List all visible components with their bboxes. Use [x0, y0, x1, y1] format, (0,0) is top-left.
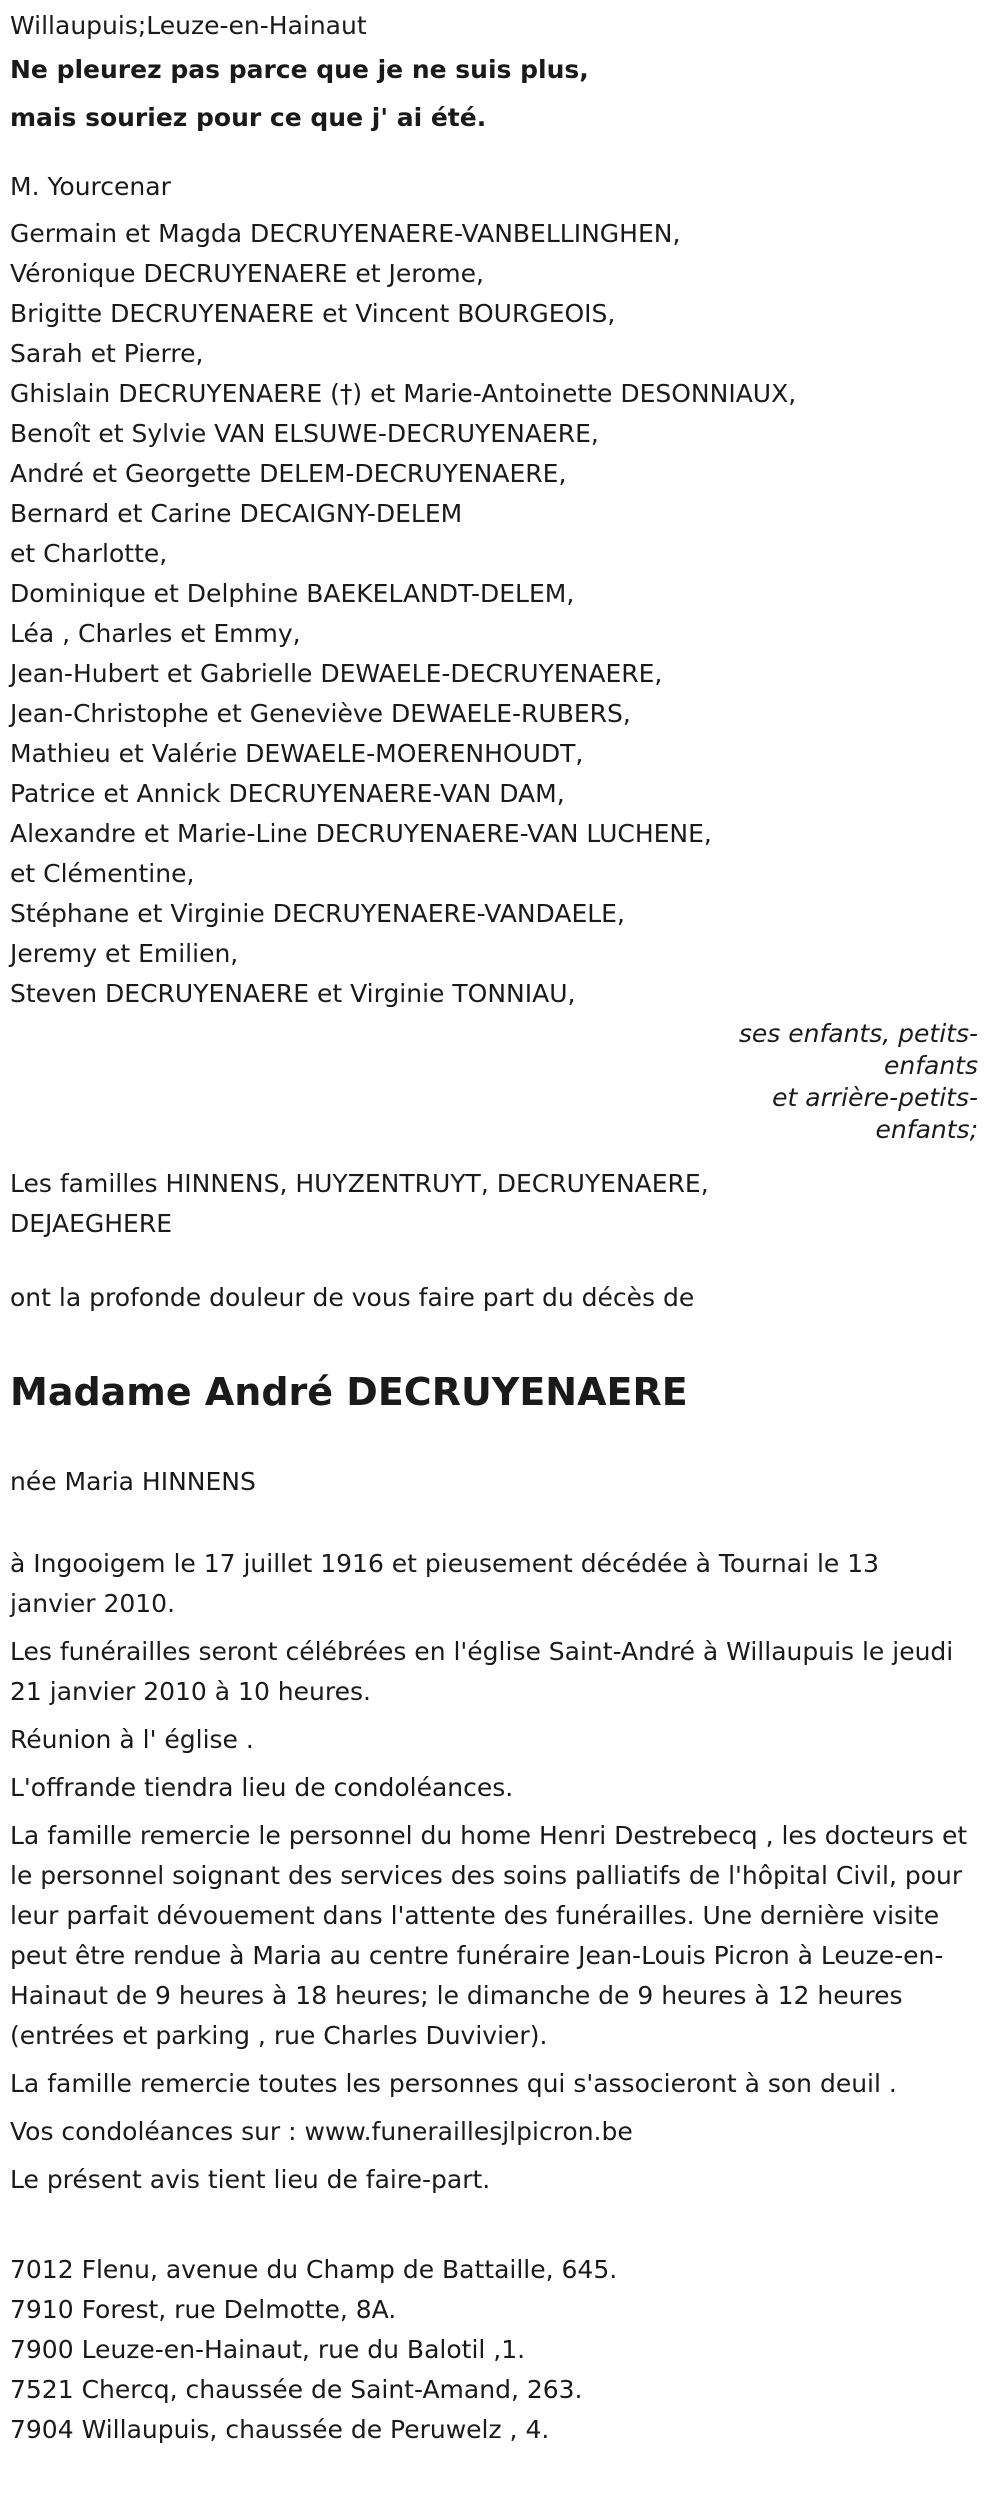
- family-member: André et Georgette DELEM-DECRUYENAERE,: [10, 459, 567, 488]
- family-member: Mathieu et Valérie DEWAELE-MOERENHOUDT,: [10, 739, 584, 768]
- quote-line-1: Ne pleurez pas parce que je ne suis plus,: [10, 55, 589, 84]
- paragraph-notice: Le présent avis tient lieu de faire-part.: [10, 2165, 491, 2194]
- family-member: Jeremy et Emilien,: [10, 939, 239, 968]
- family-member: Jean-Hubert et Gabrielle DEWAELE-DECRUYENAERE,: [10, 659, 663, 688]
- address-list: [10, 2250, 990, 2450]
- family-member: Brigitte DECRUYENAERE et Vincent BOURGEOIS,: [10, 299, 616, 328]
- family-member: Dominique et Delphine BAEKELANDT-DELEM,: [10, 579, 575, 608]
- family-member: Patrice et Annick DECRUYENAERE-VAN DAM,: [10, 779, 565, 808]
- family-member: Bernard et Carine DECAIGNY-DELEM: [10, 499, 463, 528]
- location-header: Willaupuis;Leuze-en-Hainaut: [10, 11, 367, 40]
- family-member: Léa , Charles et Emmy,: [10, 619, 301, 648]
- paragraph-thanks-staff: La famille remercie le personnel du home Henri Destrebecq , les docteurs et le personnel soignant des services des soins palliatifs de l'hôpital Civil, pour leur parfait dévouement dans l'attente des funérailles. Une dernière visite peut être rendue à Maria au centre funéraire Jean-Louis Picron à Leuze-en-Hainaut de 9 heures à 18 heures; le dimanche de 9 heures à 12 heures (entrées et parking , rue Charles Duvivier).: [10, 1821, 968, 2050]
- address-line: 7900 Leuze-en-Hainaut, rue du Balotil ,1.: [10, 2335, 526, 2364]
- signoff-line-1: ses enfants, petits-: [738, 1019, 978, 1048]
- paragraph-condolences-link: Vos condoléances sur : www.funeraillesjlpicron.be: [10, 2117, 633, 2146]
- family-member: Steven DECRUYENAERE et Virginie TONNIAU,: [10, 979, 576, 1008]
- signoff-line-3: et arrière-petits-: [772, 1083, 978, 1112]
- announcement-text: ont la profonde douleur de vous faire part du décès de: [10, 1283, 695, 1312]
- birth-name: née Maria HINNENS: [10, 1467, 256, 1496]
- family-member: Benoît et Sylvie VAN ELSUWE-DECRUYENAERE,: [10, 419, 599, 448]
- other-families-text: Les familles HINNENS, HUYZENTRUYT, DECRUYENAERE, DEJAEGHERE: [10, 1169, 709, 1238]
- family-member: Germain et Magda DECRUYENAERE-VANBELLINGHEN,: [10, 219, 681, 248]
- paragraph-funeral: Les funérailles seront célébrées en l'église Saint-André à Willaupuis le jeudi 21 janvier 2010 à 10 heures.: [10, 1637, 954, 1706]
- quote-block: [10, 46, 990, 142]
- paragraph-thanks-all: La famille remercie toutes les personnes qui s'associeront à son deuil .: [10, 2069, 897, 2098]
- quote-line-2: mais souriez pour ce que j' ai été.: [10, 103, 487, 132]
- family-member: Ghislain DECRUYENAERE (†) et Marie-Antoinette DESONNIAUX,: [10, 379, 797, 408]
- address-line: 7012 Flenu, avenue du Champ de Battaille, 645.: [10, 2255, 618, 2284]
- address-line: 7904 Willaupuis, chaussée de Peruwelz , 4.: [10, 2415, 550, 2444]
- family-list: [10, 214, 990, 1014]
- paragraph-reunion: Réunion à l' église .: [10, 1725, 254, 1754]
- family-signoff: [10, 1018, 990, 1146]
- details-paragraphs: [10, 1544, 990, 2200]
- family-member: Véronique DECRUYENAERE et Jerome,: [10, 259, 484, 288]
- deceased-name: Madame André DECRUYENAERE: [10, 1370, 688, 1414]
- address-line: 7521 Chercq, chaussée de Saint-Amand, 263.: [10, 2375, 583, 2404]
- signoff-line-4: enfants;: [875, 1115, 978, 1144]
- quote-author: M. Yourcenar: [10, 172, 171, 201]
- family-member: Jean-Christophe et Geneviève DEWAELE-RUBERS,: [10, 699, 631, 728]
- paragraph-birth-death: à Ingooigem le 17 juillet 1916 et pieusement décédée à Tournai le 13 janvier 2010.: [10, 1549, 880, 1618]
- family-member: Stéphane et Virginie DECRUYENAERE-VANDAELE,: [10, 899, 625, 928]
- obituary-page: [0, 6, 1000, 2450]
- address-line: 7910 Forest, rue Delmotte, 8A.: [10, 2295, 397, 2324]
- other-families: [10, 1164, 990, 1244]
- paragraph-offering: L'offrande tiendra lieu de condoléances.: [10, 1773, 514, 1802]
- family-member: et Charlotte,: [10, 539, 168, 568]
- signoff-line-2: enfants: [883, 1051, 978, 1080]
- family-member: et Clémentine,: [10, 859, 195, 888]
- family-member: Alexandre et Marie-Line DECRUYENAERE-VAN LUCHENE,: [10, 819, 712, 848]
- family-member: Sarah et Pierre,: [10, 339, 204, 368]
